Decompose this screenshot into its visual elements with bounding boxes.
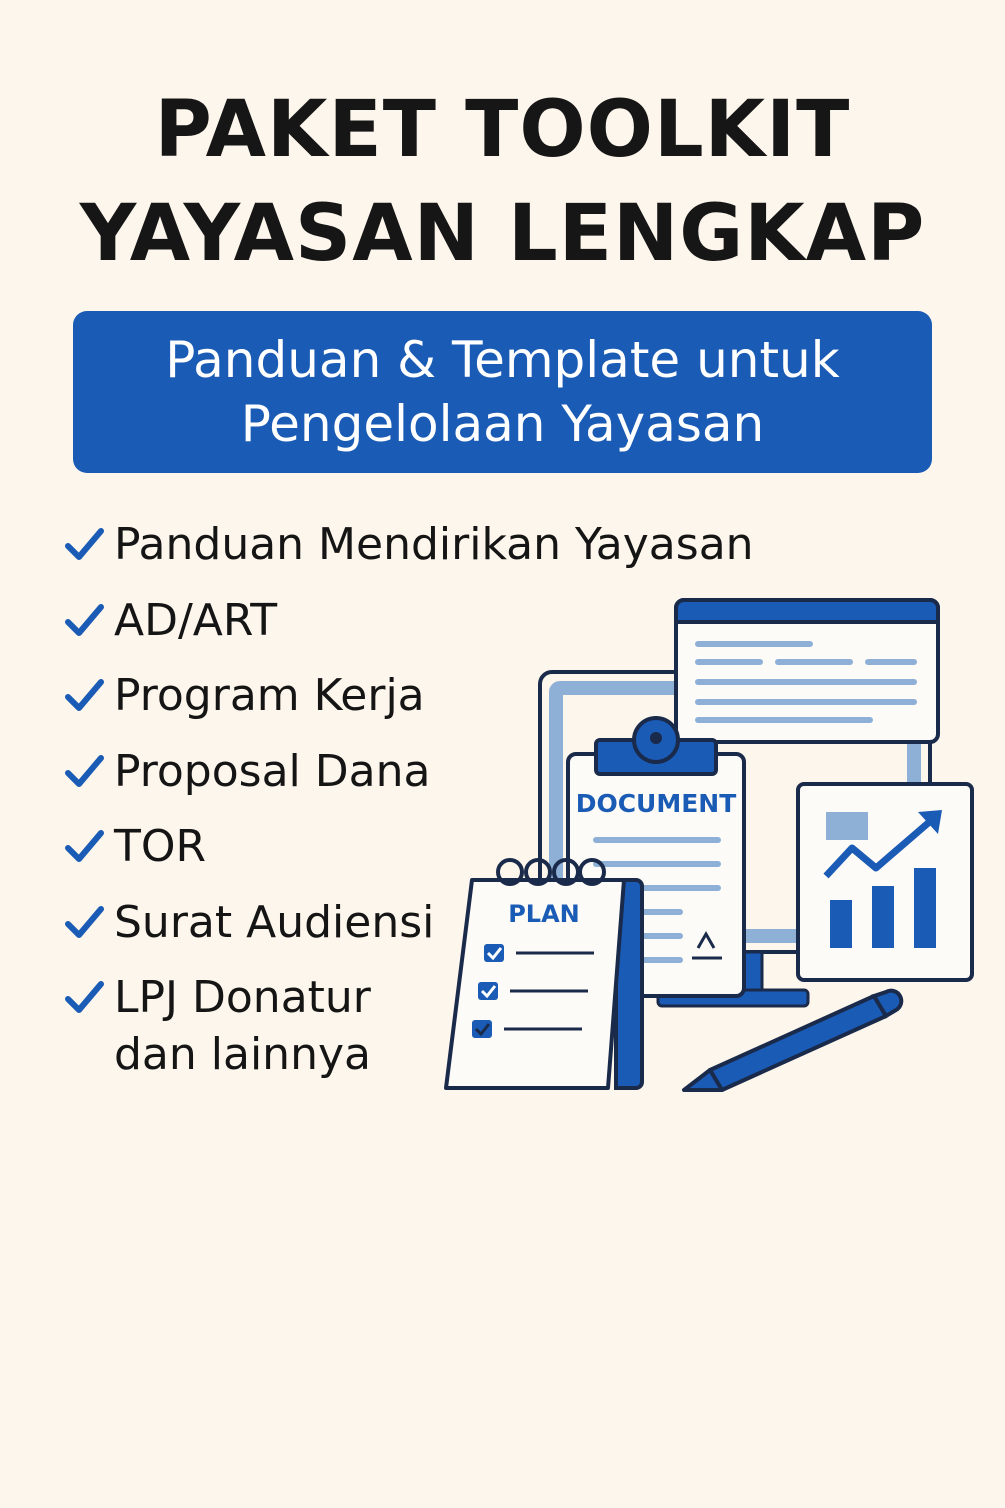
plan-label: PLAN [508, 900, 580, 928]
checklist-item-label: AD/ART [114, 595, 278, 646]
checklist-item [64, 588, 277, 654]
checklist-item [64, 663, 425, 729]
checklist-item [64, 814, 206, 880]
checklist-item-sublabel: dan lainnya [114, 1029, 371, 1080]
title-line-2: YAYASAN LENGKAP [79, 189, 926, 279]
checklist-item [64, 965, 371, 1080]
checklist-item-label: Proposal Dana [114, 746, 431, 797]
check-icon [64, 601, 104, 641]
toolkit-illustration [430, 590, 990, 1110]
title-line-1: PAKET TOOLKIT [154, 85, 851, 175]
check-icon [64, 525, 104, 565]
checklist-item-label: Panduan Mendirikan Yayasan [114, 519, 754, 570]
check-icon [64, 903, 104, 943]
growth-chart-icon [798, 784, 972, 980]
check-icon [64, 752, 104, 792]
page-title [0, 78, 1005, 286]
checklist-item [64, 512, 754, 578]
checklist-item [64, 890, 434, 956]
subtitle-line-2: Pengelolaan Yayasan [240, 395, 765, 453]
check-icon [64, 676, 104, 716]
browser-window-icon [676, 600, 938, 742]
checklist-item [64, 739, 430, 805]
check-icon [64, 827, 104, 867]
checklist-item-label: Surat Audiensi [114, 897, 435, 948]
checklist-item-label: TOR [114, 821, 207, 872]
subtitle-banner [73, 311, 932, 473]
notepad-icon [446, 860, 642, 1088]
checklist-item-label: LPJ Donatur [114, 972, 371, 1023]
subtitle-line-1: Panduan & Template untuk [165, 331, 840, 389]
checklist-item-label: Program Kerja [114, 670, 425, 721]
check-icon [64, 978, 104, 1018]
document-label: DOCUMENT [575, 789, 737, 818]
